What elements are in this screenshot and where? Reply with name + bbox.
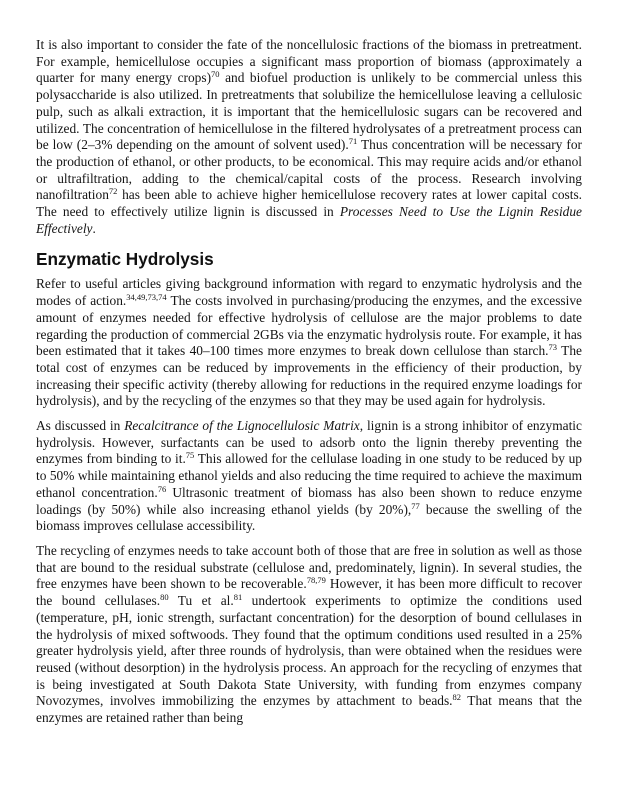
text-run: The recycling of enzymes needs to take account both of those that are free in solution as well as those that are bound to the residual substrate (cellulose and, predominately, lignin). In several studies, the free enzymes have been shown to be recoverable. <box>36 542 582 592</box>
paragraph-enzyme-recycling <box>36 543 582 727</box>
reference-superscript: 82 <box>452 692 462 703</box>
reference-superscript: 80 <box>160 592 169 603</box>
text-run: Refer to useful articles giving background information with regard to enzymatic hydrolysis and the modes of action. <box>36 276 582 309</box>
reference-superscript: 34,49,73,74 <box>126 292 167 303</box>
reference-superscript: 81 <box>233 592 243 603</box>
text-run: The costs involved in purchasing/producing the enzymes, and the excessive amount of enzymes needed for effective hydrolysis of cellulose are the major problems to date regarding the production of commercial 2GBs via the enzymatic hydrolysis route. For example, it has been estimated that it takes 40–100 times more enzymes to break down cellulose than starch. <box>36 293 582 359</box>
text-run: . <box>92 220 96 236</box>
text-run: As discussed in <box>36 418 125 434</box>
text-run: and biofuel production is unlikely to be commercial unless this polysaccharide is also utilized. In pretreatments that solubilize the hemicellulose leaving a cellulosic pulp, such as alkali extraction, it is important that the hemicellulosic sugars can be recovered and utilized. The concentration of hemicellulose in the filtered hydrolysates of a pretreatment process can be low (2–3% depending on the amount of solvent used). <box>36 70 582 153</box>
paragraph-enzyme-costs <box>36 276 582 410</box>
reference-superscript: 70 <box>211 69 220 80</box>
text-run: Thus concentration will be necessary for the production of ethanol, or other products, to be economical. This may require acids and/or ethanol or ultrafiltration, adding to the chemical/capital costs of the process. Research involving nanofiltration <box>36 137 583 203</box>
text-run: However, it has been more difficult to recover the bound cellulases. <box>36 576 583 609</box>
section-heading-enzymatic-hydrolysis: Enzymatic Hydrolysis <box>36 249 214 270</box>
reference-superscript: 75 <box>185 450 195 461</box>
reference-superscript: 71 <box>348 136 358 147</box>
text-run: undertook experiments to optimize the conditions used (temperature, pH, ionic strength, surfactant concentration) for the desorption of bound cellulases in the hydrolysis of mixed softwoods. They found that the optimum conditions used resulted in a 25% greater hydrolysis yield, after three rounds of hydrolysis, than were obtained when the residues were reused (without desorption) in the hydrolysis process. An approach for the recycling of enzymes that is being investigated at South Dakota State University, with funding from enzymes company Novozymes, involves immobilizing the enzymes by attachment to beads. <box>36 593 582 709</box>
text-run: because the swelling of the biomass improves cellulase accessibility. <box>36 501 582 534</box>
reference-superscript: 78,79 <box>306 575 326 586</box>
cross-reference-lignin-residue: Processes Need to Use the Lignin Residue Effectively <box>36 204 582 236</box>
paragraph-hemicellulose <box>36 37 582 237</box>
text-run: It is also important to consider the fate of the noncellulosic fractions of the biomass in pretreatment. For example, hemicellulose occupies a significant mass proportion of biomass (approximately a quarter for many energy crops) <box>36 37 582 86</box>
text-run: That means that the enzymes are retained rather than being <box>36 693 582 726</box>
text-run: , lignin is a strong inhibitor of enzymatic hydrolysis. However, surfactants can be used to adsorb onto the lignin thereby preventing the enzymes from binding to it. <box>36 418 582 467</box>
reference-superscript: 72 <box>108 186 118 197</box>
reference-superscript: 77 <box>411 500 420 511</box>
text-run: The total cost of enzymes can be reduced by improvements in the efficiency of their production, by increasing their specific activity (thereby allowing for reductions in the required enzyme loadings for hydrolysis), and by the recycling of the enzymes so that they may be used again for hydrolysis. <box>36 343 582 409</box>
paragraph-lignin-inhibition <box>36 418 582 535</box>
document-page <box>36 37 582 735</box>
reference-superscript: 73 <box>548 342 558 353</box>
text-run: has been able to achieve higher hemicellulose recovery rates at lower capital costs. The need to effectively utilize lignin is discussed in <box>36 187 582 220</box>
text-run: This allowed for the cellulase loading in one study to be reduced by up to 50% while maintaining ethanol yields and also reducing the time required to achieve the maximum ethanol concentration. <box>36 451 582 500</box>
text-run: Tu et al. <box>168 593 234 609</box>
cross-reference-recalcitrance: Recalcitrance of the Lignocellulosic Matrix <box>124 418 360 434</box>
text-run: Ultrasonic treatment of biomass has also been shown to reduce enzyme loadings (by 50%) while also increasing ethanol yields (by 20%), <box>36 484 583 517</box>
reference-superscript: 76 <box>157 483 167 494</box>
